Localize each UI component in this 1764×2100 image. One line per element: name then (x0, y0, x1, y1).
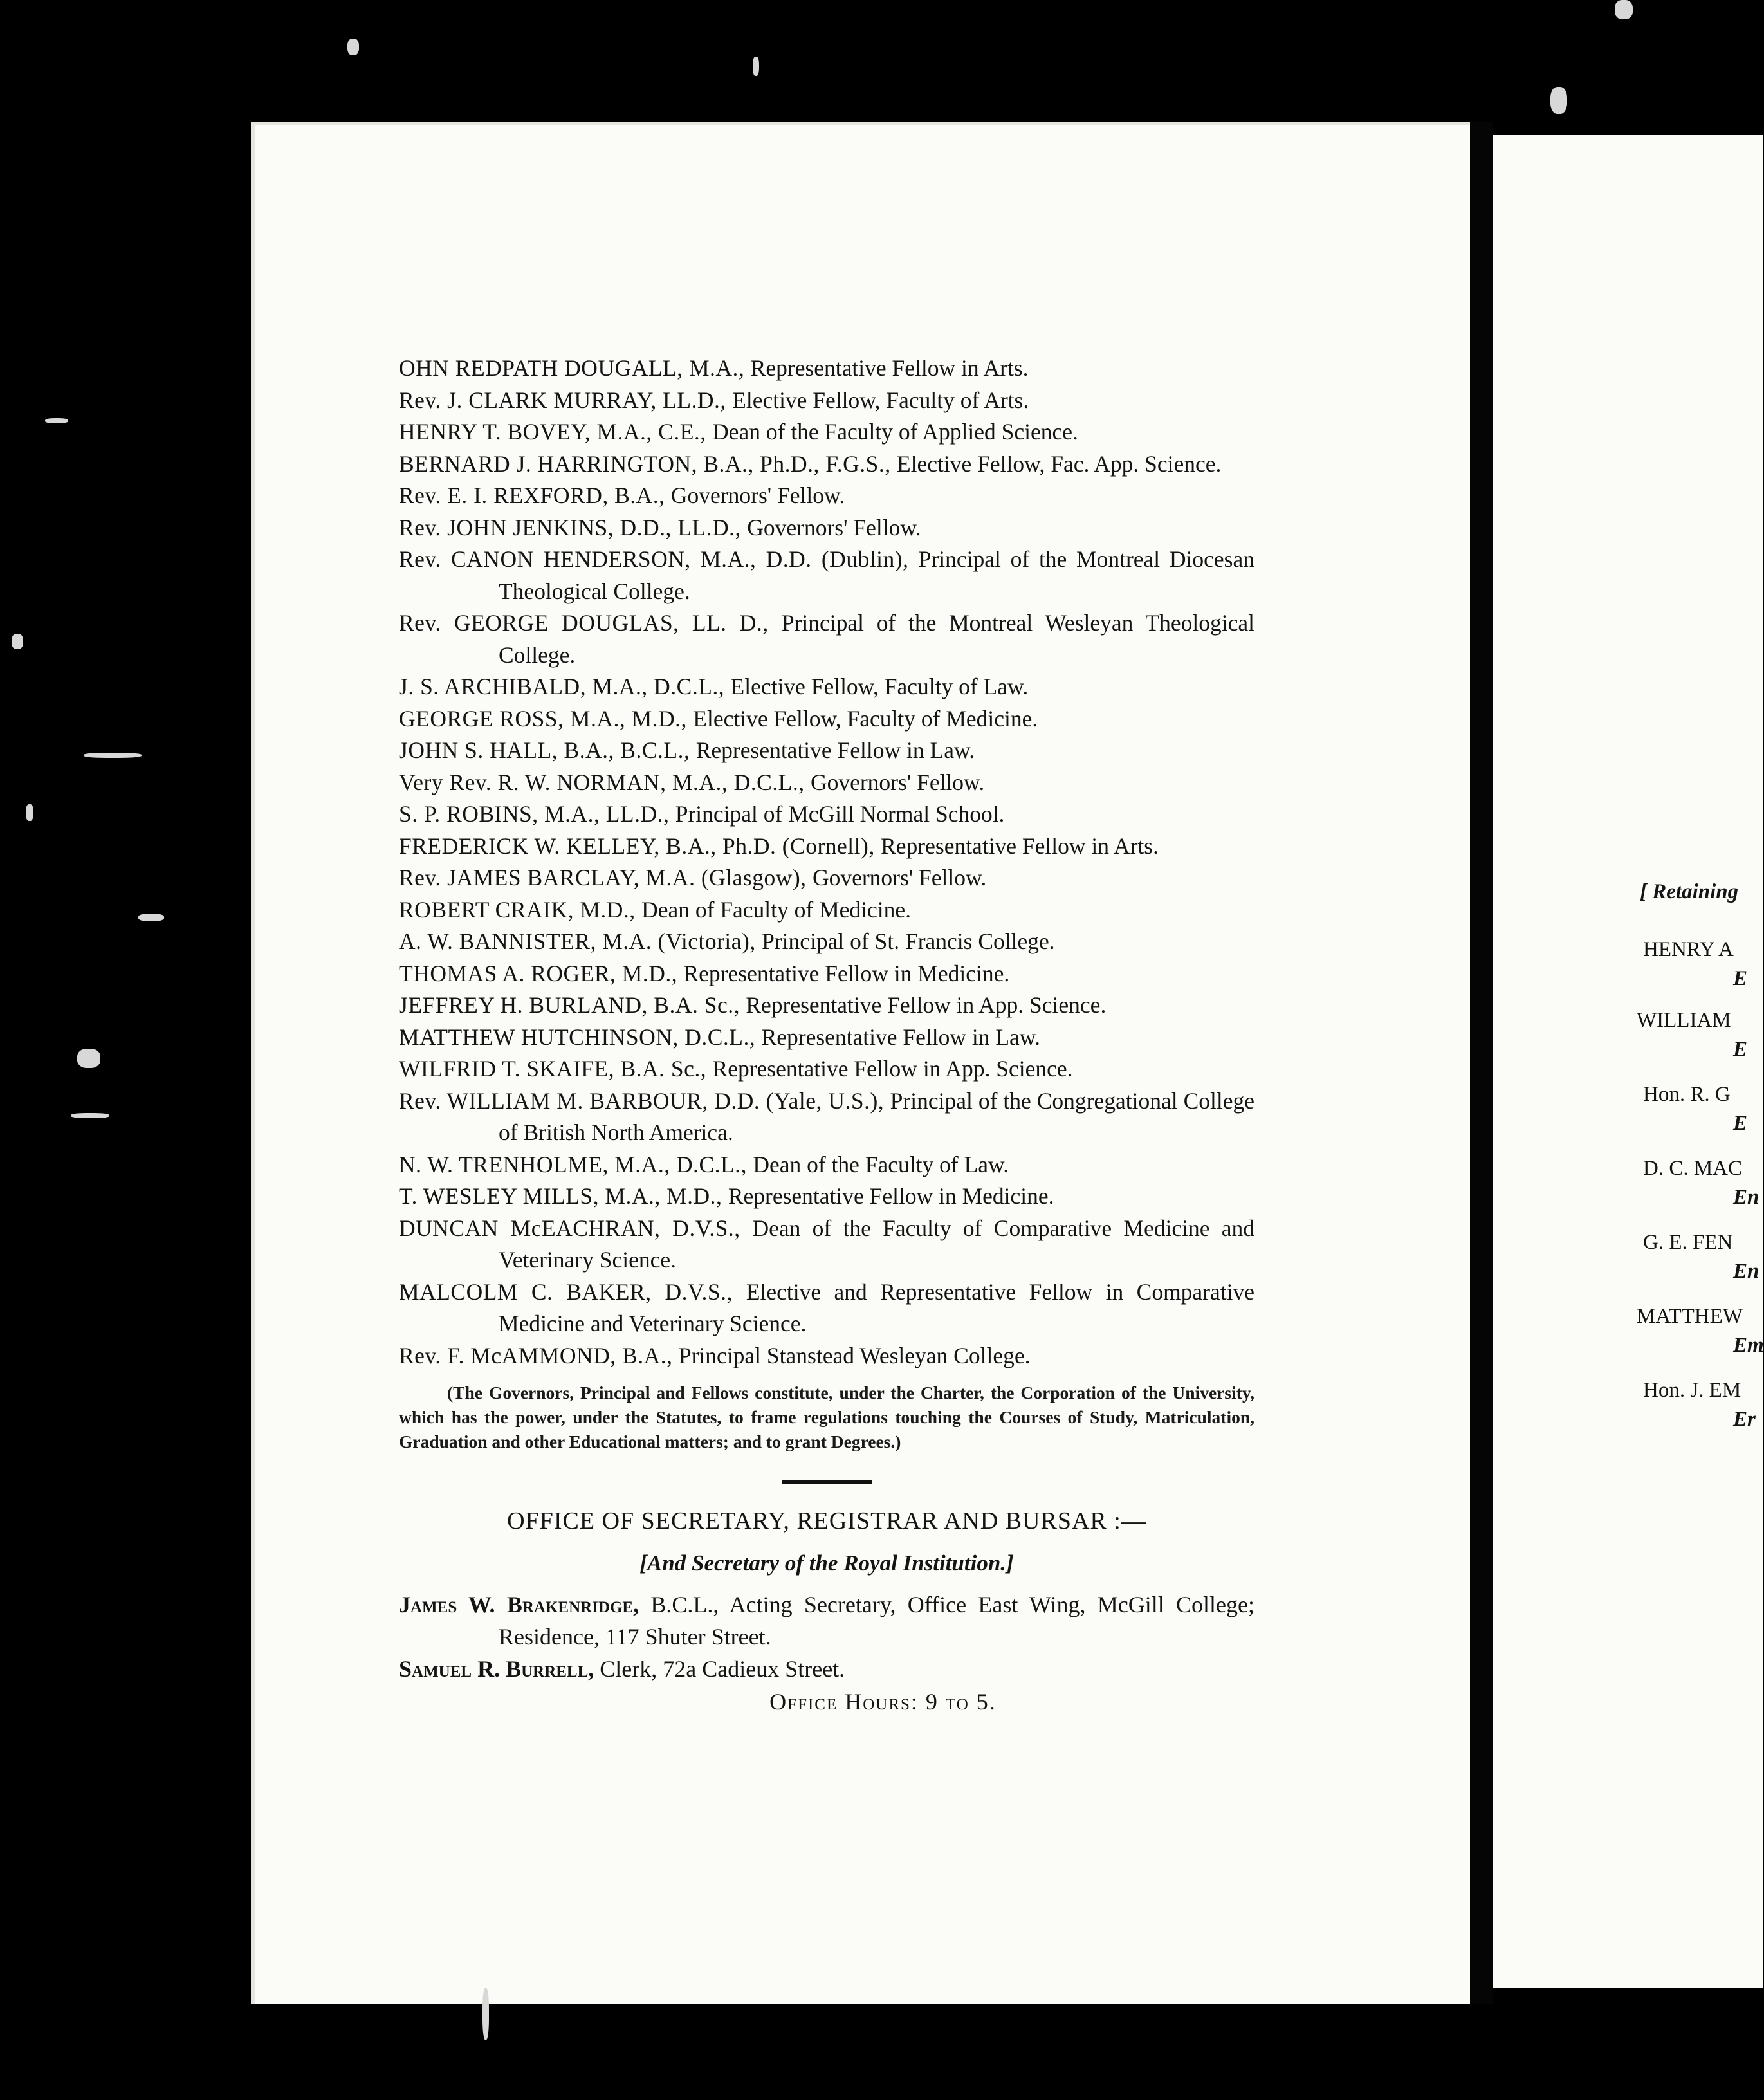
fellow-name: Rev. J. CLARK MURRAY, LL.D., (399, 387, 733, 413)
fellow-role: Principal of McGill Normal School. (675, 801, 1005, 827)
fellow-role: Principal of the Congregational College of British North America. (499, 1087, 1254, 1145)
office-hours: Office Hours: 9 to 5. (769, 1689, 997, 1715)
office-heading: OFFICE OF SECRETARY, REGISTRAR AND BURSAR :— (507, 1507, 1146, 1534)
right-page-fragment: MATTHEW (1637, 1305, 1743, 1328)
fellow-role: Governors' Fellow. (670, 483, 845, 508)
right-page-fragment: Er (1733, 1408, 1756, 1431)
fellow-name: N. W. TRENHOLME, M.A., D.C.L., (399, 1151, 753, 1177)
fellow-name: MATTHEW HUTCHINSON, D.C.L., (399, 1024, 762, 1050)
dust-speck (753, 57, 759, 76)
right-page-fragment: HENRY A (1643, 938, 1734, 961)
dust-speck (138, 914, 164, 921)
fellow-name: T. WESLEY MILLS, M.A., M.D., (399, 1183, 728, 1209)
fellow-entry (399, 1340, 1254, 1372)
fellow-entry (399, 1085, 1254, 1149)
fellow-entry (399, 671, 1254, 703)
fellow-name: ROBERT CRAIK, M.D., (399, 896, 642, 923)
entries-container (399, 353, 1254, 1372)
fellow-entry (399, 1213, 1254, 1276)
right-page-fragment: E (1733, 1112, 1748, 1135)
fellow-name: BERNARD J. HARRINGTON, B.A., Ph.D., F.G.S., (399, 450, 897, 477)
fellow-role: Principal of the Montreal Diocesan Theological College. (499, 546, 1254, 604)
fellow-name: JEFFREY H. BURLAND, B.A. Sc., (399, 992, 746, 1018)
fellow-entry (399, 607, 1254, 671)
fellow-name: Rev. WILLIAM M. BARBOUR, D.D. (Yale, U.S.), (399, 1087, 890, 1114)
clerk-details: Clerk, 72a Cadieux Street. (600, 1656, 845, 1682)
office-subheading: [And Secretary of the Royal Institution.] (639, 1551, 1014, 1576)
fellow-role: Dean of the Faculty of Law. (753, 1151, 1009, 1177)
dust-speck (1550, 87, 1567, 114)
dust-speck (26, 804, 33, 821)
right-page-fragment: Hon. J. EM (1643, 1379, 1741, 1402)
fellow-name: MALCOLM C. BAKER, D.V.S., (399, 1278, 746, 1305)
dust-speck (45, 418, 68, 423)
fellows-list (399, 353, 1254, 1718)
right-page-fragment: E (1733, 1038, 1748, 1061)
fellow-role: Principal Stanstead Wesleyan College. (678, 1342, 1031, 1368)
fellow-name: Rev. JAMES BARCLAY, M.A. (Glasgow), (399, 865, 813, 890)
fellow-role: Elective Fellow, Fac. App. Science. (896, 450, 1222, 477)
book-spine (1470, 122, 1493, 2004)
dust-speck (12, 634, 23, 649)
fellow-name: Rev. E. I. REXFORD, B.A., (399, 483, 671, 508)
fellow-role: Dean of the Faculty of Applied Science. (712, 419, 1078, 445)
right-page-fragment: En (1733, 1186, 1759, 1209)
fellow-name: OHN REDPATH DOUGALL, M.A., (399, 355, 751, 381)
fellow-role: Representative Fellow in Medicine. (728, 1183, 1054, 1209)
dust-speck (482, 1988, 489, 2040)
charter-note: (The Governors, Principal and Fellows constitute, under the Charter, the Corporation of the University, which has the power, under the Statutes, to frame regulations touching the Courses of Study, Matriculation, Graduation and other Educational matters; and to grant Degrees.) (399, 1383, 1254, 1451)
fellow-entry (399, 1181, 1254, 1213)
fellow-entry (399, 512, 1254, 544)
fellow-entry (399, 767, 1254, 799)
secretary-details: B.C.L., Acting Secretary, Office East Wing, McGill College; Residence, 117 Shuter Street. (499, 1592, 1255, 1650)
fellow-entry (399, 544, 1254, 607)
fellow-name: FREDERICK W. KELLEY, B.A., Ph.D. (Cornell), (399, 833, 881, 859)
fellow-name: Rev. F. McAMMOND, B.A., (399, 1342, 679, 1368)
fellow-entry (399, 703, 1254, 735)
fellow-name: WILFRID T. SKAIFE, B.A. Sc., (399, 1056, 713, 1082)
fellow-role: Representative Fellow in Medicine. (683, 960, 1010, 986)
clerk-line (399, 1653, 1254, 1685)
fellow-role: Representative Fellow in App. Science. (712, 1056, 1073, 1082)
fellow-entry (399, 798, 1254, 831)
secretary-name: James W. Brakenridge, (399, 1592, 639, 1617)
right-page-fragment: E (1733, 967, 1748, 990)
fellow-role: Governors' Fellow. (747, 514, 921, 540)
fellow-entry (399, 926, 1254, 958)
section-divider (782, 1480, 872, 1484)
fellow-role: Dean of Faculty of Medicine. (641, 896, 912, 923)
right-page-fragment: [ Retaining (1640, 880, 1739, 903)
fellow-name: Rev. JOHN JENKINS, D.D., LL.D., (399, 514, 748, 540)
secretary-line (399, 1589, 1254, 1653)
fellow-entry (399, 990, 1254, 1022)
fellow-role: Governors' Fellow. (810, 769, 985, 795)
fellow-name: DUNCAN McEACHRAN, D.V.S., (399, 1215, 753, 1241)
fellow-role: Principal of the Montreal Wesleyan Theological College. (499, 610, 1254, 668)
fellow-role: Representative Fellow in Arts. (881, 833, 1159, 859)
right-page-fragments (1637, 880, 1764, 1459)
fellow-name: S. P. ROBINS, M.A., LL.D., (399, 801, 675, 827)
fellow-entry (399, 1022, 1254, 1054)
fellow-role: Representative Fellow in App. Science. (746, 992, 1107, 1018)
fellow-role: Elective and Representative Fellow in Comparative Medicine and Veterinary Science. (499, 1278, 1255, 1336)
fellow-entry (399, 735, 1254, 767)
right-page-fragment: WILLIAM (1637, 1009, 1731, 1032)
fellow-entry (399, 385, 1254, 417)
fellow-entry (399, 416, 1254, 448)
dust-speck (1615, 0, 1633, 19)
fellow-entry (399, 448, 1254, 481)
dust-speck (347, 39, 359, 55)
dust-speck (84, 753, 142, 758)
right-page-fragment: En (1733, 1260, 1759, 1283)
fellow-entry (399, 353, 1254, 385)
right-page-fragment: D. C. MAC (1643, 1157, 1743, 1180)
fellow-name: Rev. CANON HENDERSON, M.A., D.D. (Dublin), (399, 546, 919, 572)
fellow-entry (399, 862, 1254, 894)
fellow-name: GEORGE ROSS, M.A., M.D., (399, 705, 694, 732)
right-page-fragment: Hon. R. G (1643, 1083, 1731, 1106)
fellow-role: Governors' Fellow. (812, 865, 987, 890)
dust-speck (77, 1049, 100, 1068)
fellow-role: Elective Fellow, Faculty of Law. (730, 674, 1029, 699)
fellow-name: A. W. BANNISTER, M.A. (Victoria), (399, 928, 762, 954)
right-page-fragment: Em (1733, 1334, 1764, 1357)
fellow-entry (399, 894, 1254, 926)
fellow-role: Representative Fellow in Arts. (750, 355, 1029, 381)
dust-speck (71, 1113, 109, 1118)
fellow-entry (399, 1149, 1254, 1181)
fellow-role: Principal of St. Francis College. (762, 928, 1055, 954)
fellow-name: J. S. ARCHIBALD, M.A., D.C.L., (399, 674, 731, 699)
fellow-role: Representative Fellow in Law. (695, 737, 975, 763)
fellow-entry (399, 831, 1254, 863)
fellow-name: THOMAS A. ROGER, M.D., (399, 960, 684, 986)
fellow-name: JOHN S. HALL, B.A., B.C.L., (399, 737, 696, 763)
fellow-role: Elective Fellow, Faculty of Medicine. (693, 705, 1038, 732)
fellow-entry (399, 1053, 1254, 1085)
fellow-name: Rev. GEORGE DOUGLAS, LL. D., (399, 610, 782, 636)
fellow-entry (399, 958, 1254, 990)
fellow-entry (399, 480, 1254, 512)
fellow-role: Representative Fellow in Law. (761, 1024, 1041, 1050)
fellow-role: Elective Fellow, Faculty of Arts. (732, 387, 1029, 413)
right-page-fragment: G. E. FEN (1643, 1231, 1733, 1254)
fellow-name: HENRY T. BOVEY, M.A., C.E., (399, 419, 713, 445)
fellow-entry (399, 1276, 1254, 1340)
fellow-role: Dean of the Faculty of Comparative Medicine and Veterinary Science. (499, 1215, 1255, 1273)
clerk-name: Samuel R. Burrell, (399, 1656, 594, 1682)
fellow-name: Very Rev. R. W. NORMAN, M.A., D.C.L., (399, 769, 811, 795)
